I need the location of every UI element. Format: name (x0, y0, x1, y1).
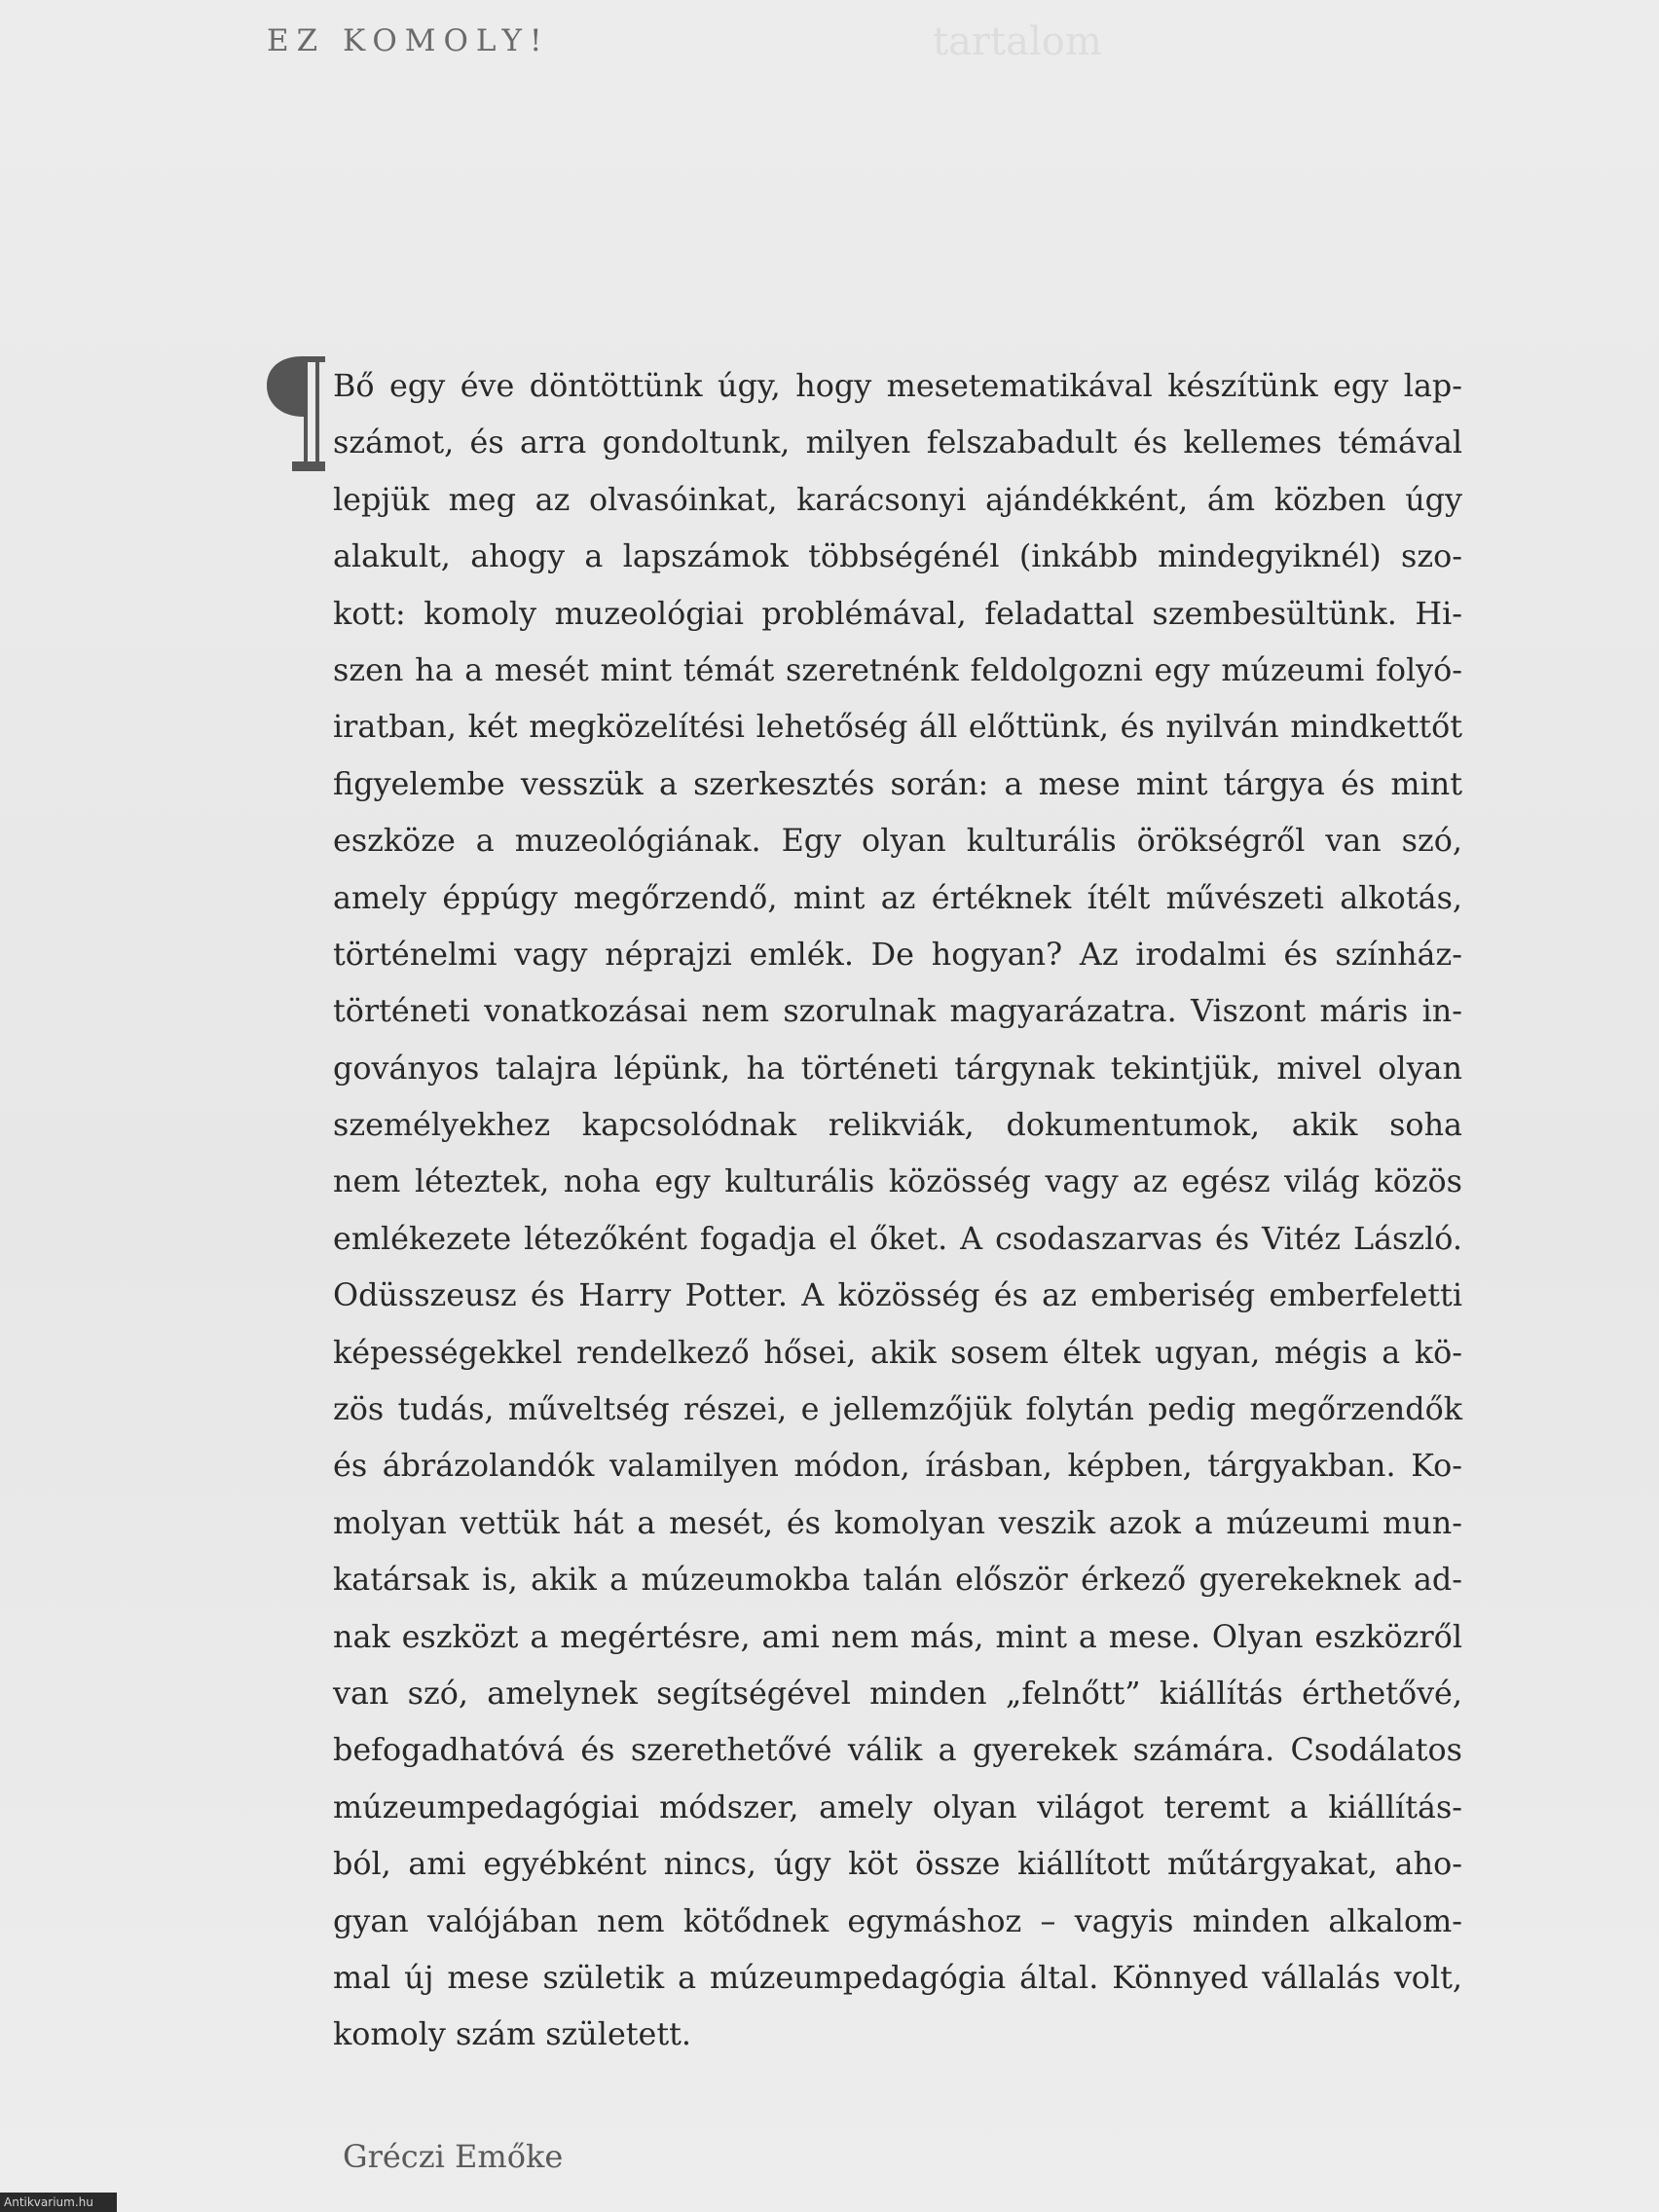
text-line: amely éppúgy megőrzendő, mint az értéknek ítélt művészeti alkotás, (333, 879, 1462, 916)
article-body (333, 358, 1462, 2064)
site-watermark: Antikvarium.hu (0, 2193, 117, 2212)
text-line: történeti vonatkozásai nem szorulnak magyarázatra. Viszont máris in- (333, 993, 1462, 1030)
bleed-through-text: tartalom (933, 19, 1102, 64)
pilcrow-icon (263, 352, 327, 477)
text-line: személyekhez kapcsolódnak relikviák, dokumentumok, akik soha (333, 1107, 1462, 1144)
text-line: goványos talajra lépünk, ha történeti tárgynak tekintjük, mivel olyan (333, 1050, 1462, 1087)
text-line: emlékezete létezőként fogadja el őket. A csodaszarvas és Vitéz László. (333, 1220, 1462, 1257)
text-line: szen ha a mesét mint témát szeretnénk feldolgozni egy múzeumi folyó- (333, 651, 1462, 688)
text-line: lepjük meg az olvasóinkat, karácsonyi ajándékként, ám közben úgy (333, 481, 1462, 518)
text-line: figyelembe vesszük a szerkesztés során: a mese mint tárgya és mint (333, 765, 1462, 802)
author-signature: Gréczi Emőke (343, 2138, 564, 2175)
text-line: gyan valójában nem kötődnek egymáshoz – vagyis minden alkalom- (333, 1902, 1462, 1939)
running-header: EZ KOMOLY! (267, 23, 550, 58)
text-line: molyan vettük hát a mesét, és komolyan veszik azok a múzeumi mun- (333, 1504, 1462, 1541)
text-line: ból, ami egyébként nincs, úgy köt össze kiállított műtárgyakat, aho- (333, 1846, 1462, 1883)
text-line: katársak is, akik a múzeumokba talán először érkező gyerekeknek ad- (333, 1562, 1462, 1599)
text-line: Odüsszeusz és Harry Potter. A közösség és az emberiség emberfeletti (333, 1277, 1462, 1314)
text-line: zös tudás, műveltség részei, e jellemzőjük folytán pedig megőrzendők (333, 1391, 1462, 1428)
text-line-last: komoly szám született. (333, 2016, 692, 2053)
text-line: múzeumpedagógiai módszer, amely olyan világot teremt a kiállítás- (333, 1788, 1462, 1825)
text-line: alakult, ahogy a lapszámok többségénél (inkább mindegyiknél) szo- (333, 538, 1462, 575)
text-line: iratban, két megközelítési lehetőség áll előttünk, és nyilván mindkettőt (333, 709, 1462, 746)
text-line: eszköze a muzeológiának. Egy olyan kulturális örökségről van szó, (333, 823, 1462, 860)
text-line: nem léteztek, noha egy kulturális közösség vagy az egész világ közös (333, 1163, 1462, 1200)
text-line: nak eszközt a megértésre, ami nem más, mint a mese. Olyan eszközről (333, 1618, 1462, 1655)
text-line: történelmi vagy néprajzi emlék. De hogyan? Az irodalmi és színház- (333, 936, 1462, 973)
text-line: kott: komoly muzeológiai problémával, feladattal szembesültünk. Hi- (333, 595, 1462, 632)
text-line: befogadhatóvá és szerethetővé válik a gyerekek számára. Csodálatos (333, 1732, 1462, 1769)
text-line: számot, és arra gondoltunk, milyen felszabadult és kellemes témával (333, 424, 1462, 461)
text-line: képességekkel rendelkező hősei, akik sosem éltek ugyan, mégis a kö- (333, 1334, 1462, 1371)
text-line: és ábrázolandók valamilyen módon, írásban, képben, tárgyakban. Ko- (333, 1448, 1462, 1485)
text-line: van szó, amelynek segítségével minden „felnőtt” kiállítás érthetővé, (333, 1675, 1462, 1712)
text-line: Bő egy éve döntöttünk úgy, hogy mesetematikával készítünk egy lap- (333, 368, 1462, 404)
text-line: mal új mese születik a múzeumpedagógia által. Könnyed vállalás volt, (333, 1959, 1462, 1996)
